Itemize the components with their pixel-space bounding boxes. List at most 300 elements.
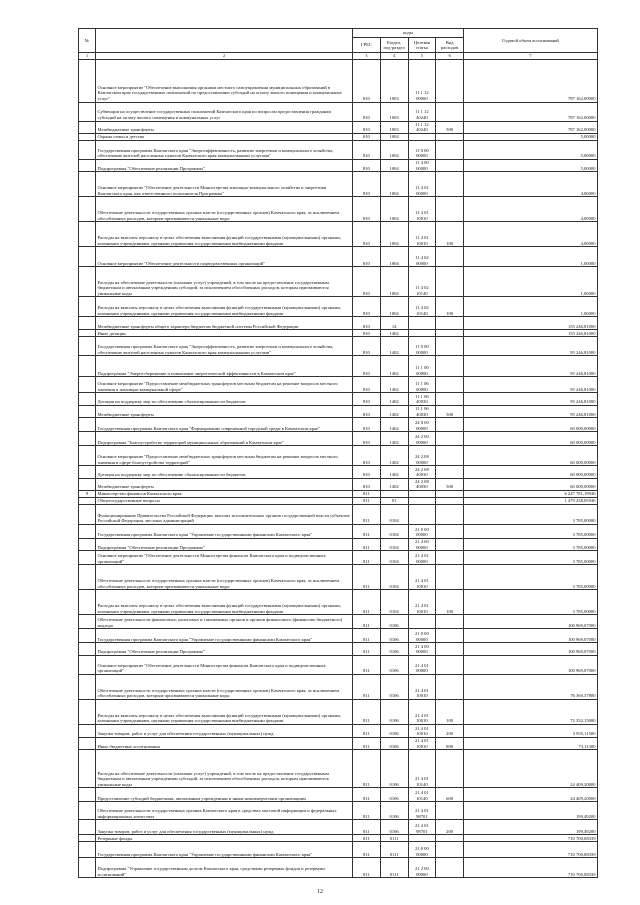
table-row xyxy=(79,551,598,565)
row-number xyxy=(79,505,96,525)
row-number xyxy=(79,788,96,802)
row-razdel-code: 1402 xyxy=(380,330,408,337)
row-target-article xyxy=(408,134,436,141)
row-number xyxy=(79,297,96,317)
table-row xyxy=(79,699,598,724)
row-number xyxy=(79,405,96,417)
row-target-article: 21 0 00 00000 xyxy=(408,525,436,539)
row-number xyxy=(79,525,96,539)
row-grbs-code: 811 xyxy=(353,858,381,878)
row-name: Расходы на выплаты персоналу в целях обеспечения выполнения функций государственными (муниципальными) органами, казенными учреждениями, органами управления государственными внебюджетными фондами xyxy=(96,590,353,615)
row-name: Основное мероприятие "Обеспечение выполнения органами местного самоуправления муниципальных образований в Камчатском крае государственных полномочий по предоставлению субсидий на оплату жилого помещения и коммунальных услуг" xyxy=(96,59,353,102)
row-target-article: 21 4 01 10010 xyxy=(408,590,436,615)
row-amount: 4,00000 xyxy=(464,197,598,222)
row-razdel-code: 0111 xyxy=(380,858,408,878)
row-razdel-code: 1004 xyxy=(380,247,408,267)
row-razdel-code: 1004 xyxy=(380,222,408,247)
row-razdel-code: 1402 xyxy=(380,405,408,417)
row-name: Охрана семьи и детства xyxy=(96,134,353,141)
row-expense-type: 500 xyxy=(436,478,464,490)
row-grbs-code: 811 xyxy=(353,505,381,525)
row-razdel-code xyxy=(380,491,408,498)
row-razdel-code: 0111 xyxy=(380,835,408,842)
row-target-article: 21 4 00 00000 xyxy=(408,539,436,551)
table-row xyxy=(79,418,598,432)
row-expense-type: 500 xyxy=(436,405,464,417)
row-razdel-code: 1402 xyxy=(380,377,408,393)
row-razdel-code: 1402 xyxy=(380,446,408,466)
row-target-article: 11 1 06 00000 xyxy=(408,377,436,393)
row-number xyxy=(79,121,96,133)
table-row xyxy=(79,615,598,629)
row-amount: 95 246,81000 xyxy=(464,356,598,377)
row-target-article: 21 0 00 00000 xyxy=(408,842,436,858)
row-razdel-code: 0106 xyxy=(380,674,408,699)
row-name: Основное мероприятие "Обеспечение деятельности подведомственных организаций" xyxy=(96,247,353,267)
column-index: 1 xyxy=(79,53,96,60)
column-index-row xyxy=(79,53,598,60)
row-expense-type xyxy=(436,172,464,197)
row-amount: 60 000,00000 xyxy=(464,418,598,432)
row-amount: 1,00000 xyxy=(464,267,598,297)
row-number xyxy=(79,498,96,505)
row-name: Министерство финансов Камчатского края xyxy=(96,491,353,498)
row-number xyxy=(79,565,96,590)
row-target-article: 21 2 00 00000 xyxy=(408,858,436,878)
row-razdel-code: 1402 xyxy=(380,432,408,446)
row-target-article: 11 4 02 10140 xyxy=(408,297,436,317)
row-grbs-code: 810 xyxy=(353,297,381,317)
row-target-article: 11 4 01 00000 xyxy=(408,172,436,197)
row-amount: 199,49200 xyxy=(464,820,598,835)
header-name xyxy=(96,29,353,53)
row-razdel-code: 0106 xyxy=(380,788,408,802)
row-amount: 1,00000 xyxy=(464,297,598,317)
budget-table xyxy=(78,28,598,878)
row-name: Межбюджетные трансферты общего характера бюджетам бюджетной системы Российской Федерации xyxy=(96,317,353,330)
row-grbs-code: 811 xyxy=(353,615,381,629)
table-row xyxy=(79,505,598,525)
row-razdel-code: 1402 xyxy=(380,337,408,356)
row-number xyxy=(79,820,96,835)
row-grbs-code: 811 xyxy=(353,643,381,655)
row-expense-type xyxy=(436,317,464,330)
row-number xyxy=(79,222,96,247)
row-number xyxy=(79,858,96,878)
row-expense-type xyxy=(436,134,464,141)
row-expense-type xyxy=(436,539,464,551)
row-amount: 4,00000 xyxy=(464,172,598,197)
row-name: Предоставление субсидий бюджетным, автономным учреждениям и иным некоммерческим организациям xyxy=(96,788,353,802)
row-number xyxy=(79,134,96,141)
row-grbs-code: 811 xyxy=(353,724,381,737)
table-row xyxy=(79,565,598,590)
row-expense-type xyxy=(436,356,464,377)
row-razdel-code: 0104 xyxy=(380,525,408,539)
row-amount: 3 935,11500 xyxy=(464,724,598,737)
row-number xyxy=(79,317,96,330)
row-target-article: 21 4 01 10010 xyxy=(408,737,436,749)
row-number xyxy=(79,643,96,655)
row-name: Подпрограмма "Обеспечение реализации Программы" xyxy=(96,643,353,655)
row-name: Дотация на поддержку мер по обеспечению сбалансированности бюджетов xyxy=(96,466,353,478)
row-name: Основное мероприятие "Обеспечение деятельности Министерства финансов Камчатского края и подведомственных организаций" xyxy=(96,551,353,565)
row-razdel-code: 0104 xyxy=(380,505,408,525)
page-number: 12 xyxy=(317,889,323,895)
row-name: Иные бюджетные ассигнования xyxy=(96,737,353,749)
row-target-article xyxy=(408,835,436,842)
row-grbs-code: 811 xyxy=(353,525,381,539)
row-expense-type xyxy=(436,842,464,858)
row-grbs-code: 810 xyxy=(353,317,381,330)
row-number xyxy=(79,446,96,466)
row-razdel-code: 1004 xyxy=(380,297,408,317)
row-razdel-code: 1003 xyxy=(380,59,408,102)
row-number xyxy=(79,655,96,674)
row-grbs-code: 810 xyxy=(353,141,381,160)
row-number xyxy=(79,615,96,629)
table-row xyxy=(79,356,598,377)
row-amount: 3 785,00000 xyxy=(464,551,598,565)
row-name: Государственная программа Камчатского края "Управление государственными финансами Камчатского края" xyxy=(96,525,353,539)
row-expense-type xyxy=(436,247,464,267)
row-grbs-code: 811 xyxy=(353,491,381,498)
row-name: Общегосударственные вопросы xyxy=(96,498,353,505)
row-name: Расходы на выплаты персоналу в целях обеспечения выполнения функций государственными (муниципальными) органами, казенными учреждениями, органами управления государственными внебюджетными фондами xyxy=(96,699,353,724)
row-name: Межбюджетные трансферты xyxy=(96,121,353,133)
row-razdel-code: 1004 xyxy=(380,160,408,172)
table-row xyxy=(79,337,598,356)
table-row xyxy=(79,737,598,749)
row-grbs-code: 810 xyxy=(353,432,381,446)
row-expense-type xyxy=(436,565,464,590)
row-expense-type xyxy=(436,393,464,405)
row-grbs-code: 810 xyxy=(353,377,381,393)
row-target-article: 21 4 01 98701 xyxy=(408,802,436,820)
row-number xyxy=(79,59,96,102)
row-number xyxy=(79,802,96,820)
row-target-article: 21 4 01 10140 xyxy=(408,788,436,802)
row-grbs-code: 811 xyxy=(353,539,381,551)
table-row xyxy=(79,297,598,317)
row-number xyxy=(79,393,96,405)
row-number xyxy=(79,141,96,160)
row-name: Расходы на выплаты персоналу в целях обеспечения выполнения функций государственными (муниципальными) органами, казенными учреждениями, органами управления государственными внебюджетными фондами xyxy=(96,297,353,317)
row-grbs-code: 811 xyxy=(353,629,381,643)
table-row xyxy=(79,643,598,655)
row-expense-type xyxy=(436,141,464,160)
row-name: Резервные фонды xyxy=(96,835,353,842)
row-razdel-code: 1402 xyxy=(380,393,408,405)
row-grbs-code: 810 xyxy=(353,222,381,247)
row-name: Основное мероприятие "Обеспечение деятельности Министерства жилищно-коммунального хозяйства и энергетики Камчатского края, как ответственного исполнителя Программы" xyxy=(96,172,353,197)
row-expense-type: 600 xyxy=(436,788,464,802)
row-name: Государственная программа Камчатского края "Формирование современной городской среды в Камчатском крае" xyxy=(96,418,353,432)
table-row xyxy=(79,539,598,551)
row-name: Подпрограмма "Обеспечение реализации Программы" xyxy=(96,539,353,551)
row-number xyxy=(79,102,96,121)
row-razdel-code: 0106 xyxy=(380,737,408,749)
row-amount: 60 000,00000 xyxy=(464,478,598,490)
row-amount: 60 000,00000 xyxy=(464,466,598,478)
row-amount: 3 785,00000 xyxy=(464,539,598,551)
row-grbs-code: 811 xyxy=(353,565,381,590)
row-amount: 4,00000 xyxy=(464,222,598,247)
table-row xyxy=(79,267,598,297)
row-razdel-code: 1004 xyxy=(380,134,408,141)
row-razdel-code: 1003 xyxy=(380,102,408,121)
row-grbs-code: 811 xyxy=(353,590,381,615)
row-target-article: 21 4 01 00000 xyxy=(408,551,436,565)
row-target-article: 11 4 02 00000 xyxy=(408,247,436,267)
table-row xyxy=(79,247,598,267)
row-target-article: 11 4 02 10140 xyxy=(408,267,436,297)
row-razdel-code: 0104 xyxy=(380,565,408,590)
row-grbs-code: 811 xyxy=(353,674,381,699)
row-grbs-code: 811 xyxy=(353,820,381,835)
row-amount: 95 246,81000 xyxy=(464,405,598,417)
row-amount: 100 969,07000 xyxy=(464,615,598,629)
row-target-article: 24 0 00 00000 xyxy=(408,418,436,432)
row-amount: 76 360,37800 xyxy=(464,674,598,699)
row-amount: 6 247 781,19946 xyxy=(464,491,598,498)
row-razdel-code: 0106 xyxy=(380,802,408,820)
row-expense-type xyxy=(436,858,464,878)
table-row xyxy=(79,222,598,247)
row-target-article: 21 4 01 00000 xyxy=(408,655,436,674)
table-row xyxy=(79,674,598,699)
row-razdel-code: 0106 xyxy=(380,699,408,724)
row-expense-type: 800 xyxy=(436,737,464,749)
row-expense-type xyxy=(436,802,464,820)
row-grbs-code: 811 xyxy=(353,699,381,724)
row-expense-type xyxy=(436,160,464,172)
row-name: Подпрограмма "Благоустройство территорий муниципальных образований в Камчатском крае" xyxy=(96,432,353,446)
row-target-article: 11 0 00 00000 xyxy=(408,141,436,160)
row-number xyxy=(79,356,96,377)
row-number xyxy=(79,337,96,356)
row-amount: 3 785,00000 xyxy=(464,505,598,525)
row-target-article xyxy=(408,505,436,525)
row-expense-type xyxy=(436,674,464,699)
row-grbs-code: 810 xyxy=(353,393,381,405)
row-grbs-code: 811 xyxy=(353,802,381,820)
row-name: Расходы на обеспечение деятельности (оказание услуг) учреждений, в том числе на предоставление государственным бюджетным и автономным учреждениям субсидий, за исключением обособленных расходов, которым присваиваются уникальные коды xyxy=(96,750,353,788)
table-header-row xyxy=(79,29,598,38)
table-row xyxy=(79,478,598,490)
row-number xyxy=(79,835,96,842)
row-number xyxy=(79,377,96,393)
header-num: № xyxy=(79,29,96,53)
row-amount: 95 246,81000 xyxy=(464,377,598,393)
row-expense-type: 100 xyxy=(436,590,464,615)
row-expense-type xyxy=(436,615,464,629)
row-target-article: 24 2 00 00000 xyxy=(408,432,436,446)
row-target-article: 11 4 01 10010 xyxy=(408,197,436,222)
row-amount: 95 246,81000 xyxy=(464,337,598,356)
row-expense-type xyxy=(436,551,464,565)
row-name: Обеспечение деятельности государственных органов власти (государственных органов) Камчатского края, за исключением обособленных расходов, которым присваиваются уникальные коды xyxy=(96,197,353,222)
table-row xyxy=(79,102,598,121)
row-number xyxy=(79,551,96,565)
row-number: 9 xyxy=(79,491,96,498)
row-number xyxy=(79,539,96,551)
table-row xyxy=(79,820,598,835)
row-expense-type xyxy=(436,466,464,478)
row-razdel-code: 0104 xyxy=(380,551,408,565)
table-row xyxy=(79,432,598,446)
row-name: Государственная программа Камчатского края "Энергоэффективность, развитие энергетики и коммунального хозяйства, обеспечение жителей населенных пунктов Камчатского края коммунальными услугами" xyxy=(96,141,353,160)
table-row xyxy=(79,629,598,643)
row-number xyxy=(79,330,96,337)
row-number xyxy=(79,737,96,749)
row-name: Субвенции на осуществление государственных полномочий Камчатского края по вопросам предоставления гражданам субсидий на оплату жилого помещения и коммунальных услуг xyxy=(96,102,353,121)
row-amount: 1,00000 xyxy=(464,247,598,267)
row-expense-type xyxy=(436,655,464,674)
table-row xyxy=(79,141,598,160)
row-target-article: 11 1 06 40030 xyxy=(408,393,436,405)
row-amount: 3 785,00000 xyxy=(464,590,598,615)
header-sum: Годовой объем ассигнований xyxy=(464,29,598,53)
column-index: 7 xyxy=(464,53,598,60)
row-grbs-code: 810 xyxy=(353,478,381,490)
row-razdel-code: 1402 xyxy=(380,418,408,432)
table-row xyxy=(79,446,598,466)
row-grbs-code: 810 xyxy=(353,405,381,417)
row-amount: 95 246,81000 xyxy=(464,393,598,405)
row-expense-type xyxy=(436,102,464,121)
row-amount: 60 000,00000 xyxy=(464,432,598,446)
row-target-article: 11 1 12 40240 xyxy=(408,121,436,133)
row-expense-type xyxy=(436,629,464,643)
row-amount: 5,00000 xyxy=(464,160,598,172)
row-number xyxy=(79,247,96,267)
table-row xyxy=(79,498,598,505)
table-row xyxy=(79,466,598,478)
row-number xyxy=(79,629,96,643)
table-row xyxy=(79,525,598,539)
row-expense-type: 500 xyxy=(436,121,464,133)
row-razdel-code: 0106 xyxy=(380,724,408,737)
row-amount: 100 969,07000 xyxy=(464,629,598,643)
row-target-article: 11 0 00 00000 xyxy=(408,337,436,356)
row-grbs-code: 811 xyxy=(353,498,381,505)
row-grbs-code: 810 xyxy=(353,466,381,478)
row-name: Межбюджетные трансферты xyxy=(96,405,353,417)
table-row xyxy=(79,750,598,788)
row-expense-type xyxy=(436,498,464,505)
row-target-article: 21 4 00 00000 xyxy=(408,643,436,655)
row-expense-type xyxy=(436,750,464,788)
row-expense-type xyxy=(436,330,464,337)
row-expense-type xyxy=(436,337,464,356)
table-row xyxy=(79,172,598,197)
row-target-article: 24 2 08 00000 xyxy=(408,446,436,466)
row-amount: 72 352,15000 xyxy=(464,699,598,724)
row-target-article xyxy=(408,491,436,498)
row-amount: 73,11300 xyxy=(464,737,598,749)
row-grbs-code: 810 xyxy=(353,356,381,377)
row-expense-type xyxy=(436,197,464,222)
row-name: Межбюджетные трансферты xyxy=(96,478,353,490)
row-amount: 787 162,00000 xyxy=(464,121,598,133)
row-amount: 710 700,08339 xyxy=(464,835,598,842)
row-number xyxy=(79,418,96,432)
row-name: Закупка товаров, работ и услуг для обеспечения государственных (муниципальных) нужд xyxy=(96,724,353,737)
row-name: Основное мероприятие "Предоставление межбюджетных трансфертов местным бюджетам на решение вопросов местного значения в сфере благоустройства территорий" xyxy=(96,446,353,466)
row-grbs-code: 810 xyxy=(353,160,381,172)
row-razdel-code: 0106 xyxy=(380,629,408,643)
header-razdel: Раздел, под-раздел xyxy=(380,38,408,53)
row-target-article: 21 4 01 10010 xyxy=(408,674,436,699)
row-target-article xyxy=(408,498,436,505)
row-grbs-code: 810 xyxy=(353,197,381,222)
row-expense-type: 200 xyxy=(436,820,464,835)
table-row xyxy=(79,377,598,393)
column-index: 2 xyxy=(96,53,353,60)
row-name: Государственная программа Камчатского края "Энергоэффективность, развитие энергетики и коммунального хозяйства, обеспечение жителей населенных пунктов Камчатского края коммунальными услугами" xyxy=(96,337,353,356)
row-name: Обеспечение деятельности государственных органов власти (государственных органов) Камчатского края, за исключением обособленных расходов, которым присваиваются уникальные коды xyxy=(96,565,353,590)
row-name: Основное мероприятие "Обеспечение деятельности Министерства финансов Камчатского края и подведомственных организаций" xyxy=(96,655,353,674)
row-amount: 787 162,00000 xyxy=(464,102,598,121)
row-name: Обеспечение деятельности финансовых, налоговых и таможенных органов и органов финансового (финансово-бюджетного) надзора xyxy=(96,615,353,629)
table-row xyxy=(79,802,598,820)
row-target-article: 21 4 01 10010 xyxy=(408,724,436,737)
row-number xyxy=(79,750,96,788)
table-row xyxy=(79,330,598,337)
row-expense-type xyxy=(436,505,464,525)
header-grbs: ГРБС xyxy=(353,38,381,53)
row-grbs-code: 811 xyxy=(353,788,381,802)
row-target-article: 21 4 01 98701 xyxy=(408,820,436,835)
row-name: Дотация на поддержку мер по обеспечению сбалансированности бюджетов xyxy=(96,393,353,405)
row-expense-type xyxy=(436,377,464,393)
row-expense-type: 100 xyxy=(436,699,464,724)
row-grbs-code: 810 xyxy=(353,418,381,432)
row-grbs-code: 810 xyxy=(353,446,381,466)
row-expense-type: 100 xyxy=(436,222,464,247)
row-target-article: 11 1 06 40030 xyxy=(408,405,436,417)
row-grbs-code: 810 xyxy=(353,134,381,141)
row-target-article: 11 4 01 10010 xyxy=(408,222,436,247)
table-row xyxy=(79,655,598,674)
row-razdel-code: 0106 xyxy=(380,615,408,629)
row-grbs-code: 810 xyxy=(353,102,381,121)
row-expense-type xyxy=(436,835,464,842)
row-amount: 3 785,00000 xyxy=(464,565,598,590)
table-row xyxy=(79,842,598,858)
row-number xyxy=(79,172,96,197)
row-grbs-code: 810 xyxy=(353,337,381,356)
column-index: 5 xyxy=(408,53,436,60)
row-target-article: 21 4 01 10010 xyxy=(408,565,436,590)
row-amount: 5,00000 xyxy=(464,134,598,141)
row-amount: 787 162,00000 xyxy=(464,59,598,102)
row-razdel-code: 1402 xyxy=(380,466,408,478)
row-grbs-code: 810 xyxy=(353,121,381,133)
row-grbs-code: 811 xyxy=(353,750,381,788)
row-grbs-code: 811 xyxy=(353,551,381,565)
row-target-article: 11 4 00 00000 xyxy=(408,160,436,172)
row-expense-type xyxy=(436,643,464,655)
row-target-article: 24 2 08 40030 xyxy=(408,466,436,478)
row-razdel-code: 1004 xyxy=(380,172,408,197)
row-target-article: 21 4 01 10010 xyxy=(408,699,436,724)
header-expense-type: Вид расходов xyxy=(436,38,464,53)
row-grbs-code: 811 xyxy=(353,655,381,674)
row-name: Подпрограмма "Управление государственным долгом Камчатского края, средствами резервных фондов и резервами ассигнований" xyxy=(96,858,353,878)
row-name: Основное мероприятие "Предоставление межбюджетных трансфертов местным бюджетам на решение вопросов местного значения в жилищно-коммунальной сфере" xyxy=(96,377,353,393)
